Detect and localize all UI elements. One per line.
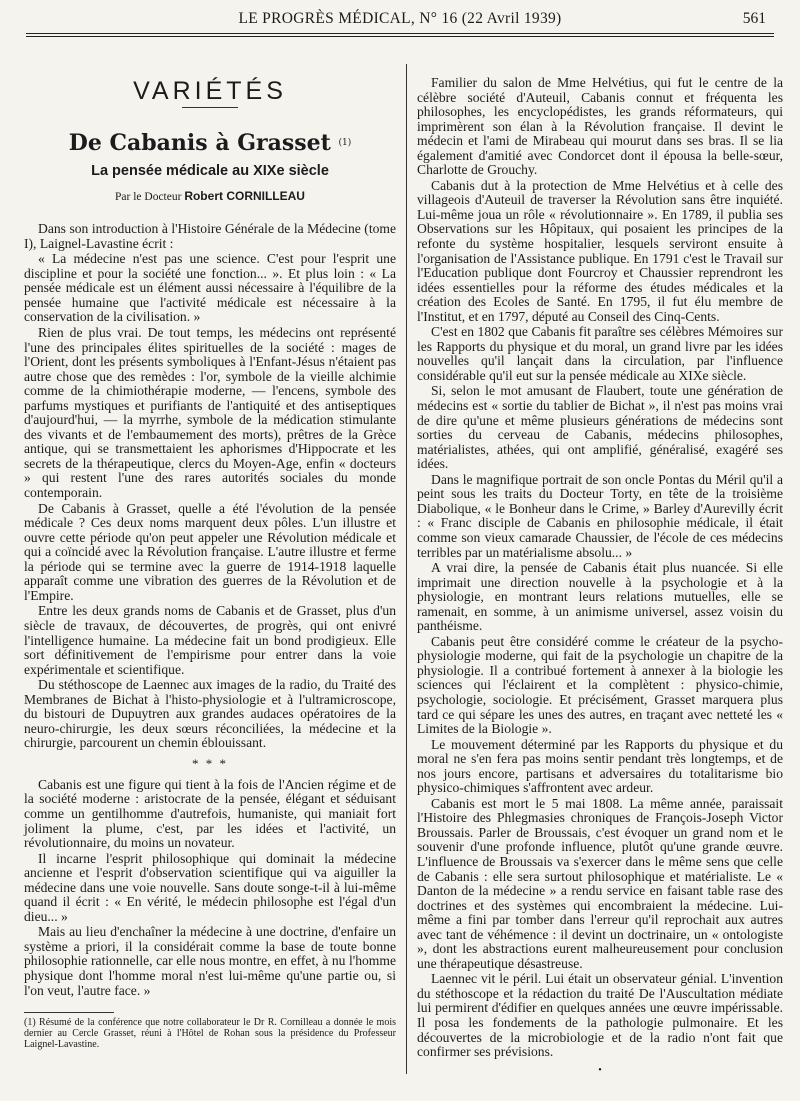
journal-title: LE PROGRÈS MÉDICAL, N° 16 (22 Avril 1939) (238, 10, 562, 27)
paragraph: « La médecine n'est pas une science. C'est pour l'esprit une discipline et pour la société une fonction... ». Et plus loin : « La pensée médicale est un élément aussi nécessaire à l'équilibre de la pensée humaine que l'activité médicale est nécessaire à la conservation de la civilisation. » (24, 251, 396, 325)
byline (24, 189, 396, 205)
author-name: Robert CORNILLEAU (184, 188, 305, 203)
paragraph: Laennec vit le péril. Lui était un observateur génial. L'invention du stéthoscope et la rédaction du traité De l'Auscultation médiate lui permirent d'édifier en quelques années une œuvre impérissable. Il posa les fondements de la pathologie pulmonaire. Et les découvertes de la microbiologie et de la radio n'ont fait que confirmer ses prévisions. (417, 971, 783, 1060)
end-mark: • (598, 1064, 602, 1076)
paragraph: Rien de plus vrai. De tout temps, les médecins ont représenté l'une des principales élites spirituelles de la société : mages de l'Orient, dont les présents symboliques à l'Enfant-Jésus n'étaient pas autre chose que des remèdes : l'or, symbole de la vieille alchimie comme de la chimiothérapie moderne, — l'encens, symbole des parfums mystiques et purifiants de l'antiquité et des antiseptiques d'aujourd'hui, — la myrrhe, symbole de la médication stimulante des vivants et de l'embaumement des morts), prêtres de la Grèce antique, qui se transmettaient les aphorismes d'Hippocrate et les secrets de la thérapeutique, clercs du Moyen-Age, enfin « docteurs » qui restent l'une des rares autorités sociales du monde contemporain. (24, 325, 396, 501)
paragraph: Mais au lieu d'enchaîner la médecine à une doctrine, d'enfaire un système a priori, il la considérait comme la base de toute bonne philosophie rationnelle, car elle nous montre, en effet, à nu l'homme physique dont l'homme moral n'est lui-même qu'une partie ou, si l'on veut, l'autre face. » (24, 924, 396, 998)
paragraph: Du stéthoscope de Laennec aux images de la radio, du Traité des Membranes de Bichat à l'histo-physiologie et à l'ultramicroscope, du bistouri de Dupuytren aux grandes audaces opératoires de la neuro-chirurgie, les deux sœurs réconciliées, la médecine et la chirurgie, parcourent un chemin éblouissant. (24, 677, 396, 751)
header-rule-thin (26, 36, 774, 37)
section-rule (182, 107, 238, 108)
section-separator: * * * (192, 755, 228, 771)
paragraph: Cabanis est une figure qui tient à la fois de l'Ancien régime et de la société moderne : aristocrate de la pensée, élégant et séduisant comme un gentilhomme d'autrefois, humaniste, qui maniait fort joliment la plume, c'est, par les idées et l'activité, un révolutionnaire, du moins un novateur. (24, 776, 396, 851)
section-heading: VARIÉTÉS (133, 77, 287, 105)
paragraph: De Cabanis à Grasset, quelle a été l'évolution de la pensée médicale ? Ces deux noms marquent deux pôles. L'un illustre et ouvre cette période qu'on peut appeler une Révolution médicale et qui a coïncidé avec la Révolution française. L'autre illustre et ferme la période qui se termine avec la guerre de 1914-1918 laquelle apparaît comme une vibration des guerres de la Révolution et de l'Empire. (24, 500, 396, 603)
column-divider (406, 64, 407, 1074)
article-title (24, 129, 396, 156)
paragraph: Cabanis dut à la protection de Mme Helvétius et à celle des villageois d'Auteuil de traverser la Révolution sans être inquiété. Lui-même joua un rôle « révolutionnaire ». En 1789, il publia ses Observations sur les Hôpitaux, qui posaient les principes de la refonte du système hospitalier, lesquels serviront ensuite à l'organisation de l'Assistance publique. En 1791 c'est le Travail sur l'Education publique dont Fourcroy et Chaussier reprendront les idées essentielles pour la réforme des études médicales et la création des Ecoles de Santé. En 1795, il fut élu membre de l'Institut, et en 1797, député au Conseil des Cinq-Cents. (417, 177, 783, 324)
paragraph: Dans son introduction à l'Histoire Générale de la Médecine (tome I), Laignel-Lavastine écrit : (24, 221, 396, 251)
paragraph: Cabanis est mort le 5 mai 1808. La même année, paraissait l'Histoire des Phlegmasies chroniques de François-Joseph Victor Broussais. Parler de Broussais, c'est évoquer un grand nom et le souvenir d'une profonde influence, plutôt qu'une grande œuvre. L'influence de Broussais va s'exercer dans le même sens que celle de Cabanis : elle sera surtout philosophique et matérialiste. Le « Danton de la médecine » a rendu service en faisant table rase des doctrines et des systèmes qui encombraient la médecine. Lui-même a fini par tomber dans l'erreur qu'il reprochait aux autres avec tant de véhémence : il devint un doctrinaire, un « ontologiste », dont les abstractions eurent malheureusement pour conclusion une thérapeutique désastreuse. (417, 795, 783, 971)
paragraph: Entre les deux grands noms de Cabanis et de Grasset, plus d'un siècle de travaux, de découvertes, de progrès, qui ont enivré l'intelligence humaine. La médecine fait un bond prodigieux. Elle sort définitivement de l'empirisme pour entrer dans la voie expérimentale et scientifique. (24, 603, 396, 677)
header-rule (26, 33, 774, 34)
page-header (0, 8, 800, 42)
article-title-text: De Cabanis à Grasset (68, 129, 331, 156)
left-column (24, 76, 396, 1050)
paragraph: Si, selon le mot amusant de Flaubert, toute une génération de médecins est « sortie du tablier de Bichat », il n'est pas moins vrai de dire qu'une et même plusieurs générations de médecins sont sorties du cerveau de Cabanis, médecins philosophes, matérialistes, athées, qui ont amplifié, généralisé, exagéré ses idées. (417, 383, 783, 472)
footnote-rule (24, 1012, 114, 1013)
byline-prefix: Par le Docteur (115, 190, 182, 203)
paragraph: Familier du salon de Mme Helvétius, qui fut le centre de la célèbre société d'Auteuil, Cabanis connut et fréquenta les philosophes, les encyclopédistes, les grands réformateurs, qui imprimèrent son élan à la Révolution française. Il devint le médecin et l'ami de Mirabeau qui mourut dans ses bras. Il se lia également d'amitié avec Condorcet dont il épousa la belle-sœur, Charlotte de Grouchy. (417, 75, 783, 178)
article-subtitle: La pensée médicale au XIXe siècle (91, 163, 329, 180)
footnote: (1) Résumé de la conférence que notre collaborateur le Dr R. Cornilleau a donnée le mois dernier au Cercle Grasset, réuni à l'Hôtel de Rohan sous la présidence du Professeur Laignel-Lavastine. (24, 1017, 396, 1051)
right-column (417, 76, 783, 1078)
paragraph: Le mouvement déterminé par les Rapports du physique et du moral ne s'en fera pas moins sentir pendant très longtemps, et de nos jours encore, partisans et adversaires du totalitarisme bio physico-chimiques s'affrontent avec ardeur. (417, 736, 783, 796)
paragraph: C'est en 1802 que Cabanis fit paraître ses célèbres Mémoires sur les Rapports du physique et du moral, un grand livre par les idées nouvelles qu'il lançait dans la circulation, par l'influence considérable qu'il eut sur la pensée médicale au XIXe siècle. (417, 324, 783, 383)
page-number: 561 (742, 10, 766, 27)
paragraph: Il incarne l'esprit philosophique qui dominait la médecine ancienne et l'esprit d'observation scientifique qui va aiguiller la médecine dans une voie nouvelle. Sans doute songe-t-il à lui-même quand il écrit : « En vérité, le médecin philosophe est l'égal d'un dieu... » (24, 850, 396, 924)
paragraph: Cabanis peut être considéré comme le créateur de la psycho-physiologie moderne, qui fait de la psychologie un chapitre de la physiologie. Il a contribué fortement à annexer à la biologie les sciences qui l'éclairent et la complètent : physico-chimie, psychologie, sociologie. Et précisément, Grasset marquera plus tard ce qui sépare les unes des autres, en traçant avec netteté les « Limites de la Biologie ». (417, 633, 783, 737)
paragraph: Dans le magnifique portrait de son oncle Pontas du Méril qu'il a peint sous les traits du Docteur Torty, en tête de la troisième Diabolique, « le Bonheur dans le Crime, » Barley d'Aurevilly écrit : « Franc disciple de Cabanis en philosophie médicale, il était comme son vieux camarade Chaussier, de l'école de ces médecins terribles par un matérialisme absolu... » (417, 471, 783, 560)
paragraph: A vrai dire, la pensée de Cabanis était plus nuancée. Si elle imprimait une direction nouvelle à la psychologie et à la physiologie, en montrant leurs relations mutuelles, elle se ramenait, en somme, à un animisme universel, assez voisin du panthéisme. (417, 560, 783, 634)
footnote-ref: (1) (338, 137, 352, 148)
